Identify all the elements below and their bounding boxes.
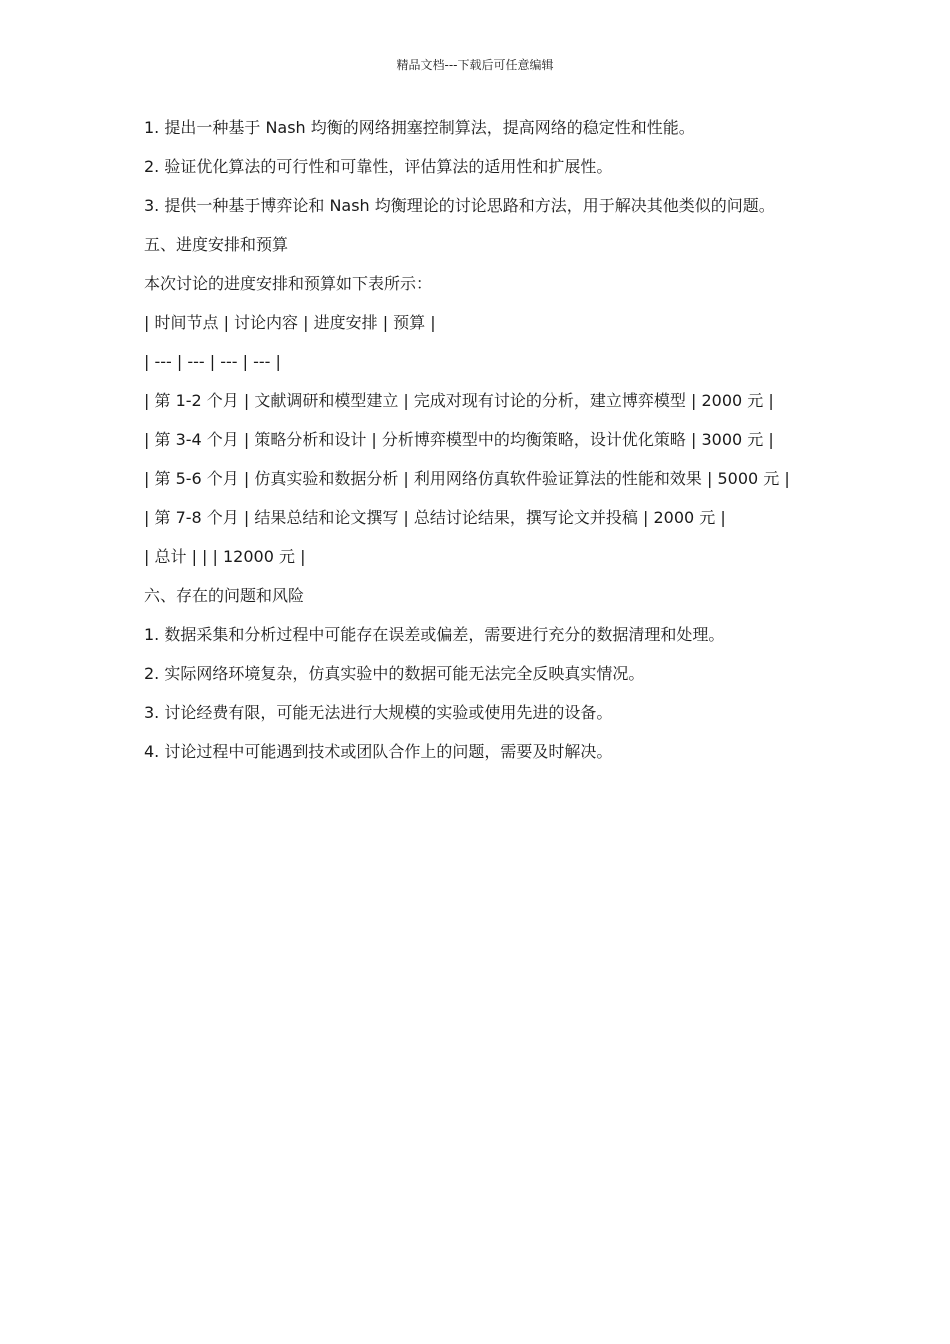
schedule-intro: 本次讨论的进度安排和预算如下表所示：: [144, 274, 433, 293]
objective-3: 3. 提供一种基于博弈论和 Nash 均衡理论的讨论思路和方法，用于解决其他类似的问题。: [144, 196, 775, 215]
table-total-row: | 总计 | | | 12000 元 |: [144, 547, 306, 566]
table-separator-row: | --- | --- | --- | --- |: [144, 352, 281, 371]
section-heading-risks: 六、存在的问题和风险: [144, 586, 305, 605]
table-header-row: | 时间节点 | 讨论内容 | 进度安排 | 预算 |: [144, 313, 436, 332]
risk-item-1: 1. 数据采集和分析过程中可能存在误差或偏差，需要进行充分的数据清理和处理。: [144, 625, 725, 644]
objective-2: 2. 验证优化算法的可行性和可靠性，评估算法的适用性和扩展性。: [144, 157, 613, 176]
risk-item-2: 2. 实际网络环境复杂，仿真实验中的数据可能无法完全反映真实情况。: [144, 664, 645, 683]
document-body: [144, 116, 804, 779]
section-heading-schedule: 五、进度安排和预算: [144, 235, 289, 254]
table-row: | 第 7-8 个月 | 结果总结和论文撰写 | 总结讨论结果，撰写论文并投稿 | 2000 元 |: [144, 508, 726, 527]
page-header: 精品文档---下载后可任意编辑: [396, 58, 554, 72]
risk-item-3: 3. 讨论经费有限，可能无法进行大规模的实验或使用先进的设备。: [144, 703, 613, 722]
table-row: | 第 5-6 个月 | 仿真实验和数据分析 | 利用网络仿真软件验证算法的性能和效果 | 5000 元 |: [144, 469, 790, 488]
objective-1: 1. 提出一种基于 Nash 均衡的网络拥塞控制算法，提高网络的稳定性和性能。: [144, 118, 695, 137]
risk-item-4: 4. 讨论过程中可能遇到技术或团队合作上的问题，需要及时解决。: [144, 742, 613, 761]
table-row: | 第 3-4 个月 | 策略分析和设计 | 分析博弈模型中的均衡策略，设计优化策略 | 3000 元 |: [144, 430, 774, 449]
table-row: | 第 1-2 个月 | 文献调研和模型建立 | 完成对现有讨论的分析，建立博弈模型 | 2000 元 |: [144, 391, 774, 410]
